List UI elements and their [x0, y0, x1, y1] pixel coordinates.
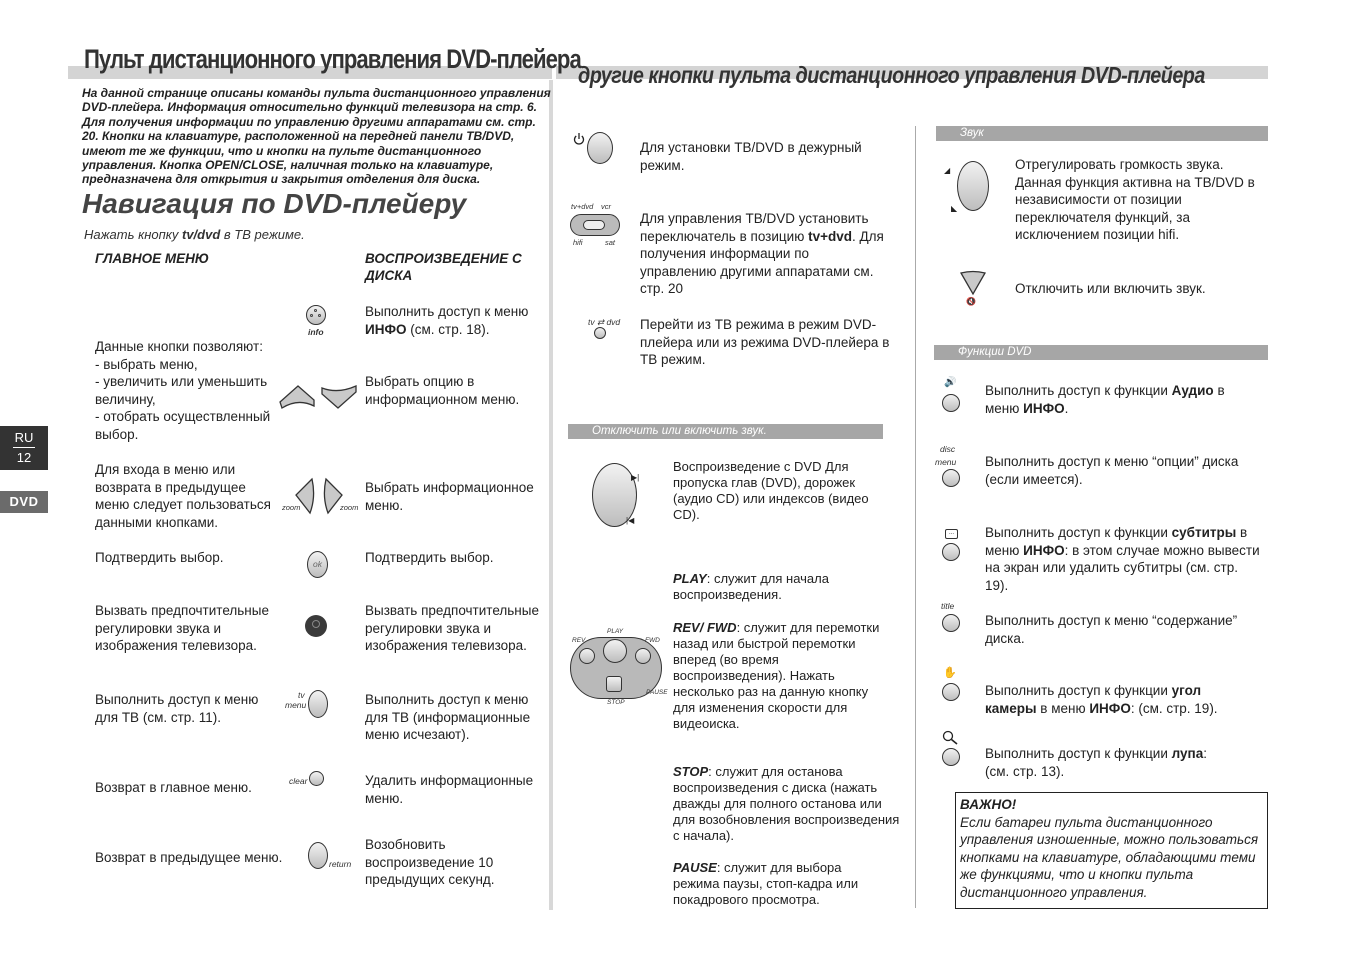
switch-label-tvdvd: tv+dvd [571, 202, 594, 211]
press-key: tv/dvd [182, 227, 221, 242]
language-page-tab [0, 426, 48, 470]
subtitles-desc: Выполнить доступ к функции субтитры в меню ИНФО: в этом случае можно вывести на экран или удалить субтитры (см. стр. 19). [985, 525, 1260, 593]
clear-playback-desc: Удалить информационные меню. [365, 773, 534, 806]
stop-label: STOP [607, 699, 625, 706]
audio-button [942, 394, 960, 412]
ok-label: ok [313, 559, 322, 569]
preferred-main-desc: Вызвать предпочтительные регулировки звука и изображения телевизора. [95, 603, 269, 653]
tvdvd-desc: Перейти из ТВ режима в режим DVD-плейера или из режима DVD-плейера в ТВ режим. [640, 317, 890, 367]
clear-label: clear [289, 776, 308, 786]
select-option-desc: Выбрать опцию в информационном меню. [365, 374, 520, 407]
return-prev-menu-desc: Возврат в предыдущее меню. [95, 850, 283, 865]
menu-buttons-desc: Данные кнопки позволяют: - выбрать меню, - увеличить или уменьшить величину, - отобрать осуществленный выбор. [95, 339, 271, 442]
audio-desc: Выполнить доступ к функции Аудио в меню ИНФО. [985, 383, 1225, 416]
return-playback-desc: Возобновить воспроизведение 10 предыдущих секунд. [365, 837, 495, 887]
fwd-label: FWD [645, 637, 660, 644]
page-title: Пульт дистанционного управления DVD-плейера [84, 44, 581, 74]
return-button [308, 842, 328, 869]
mute-section-bar: Отключить или включить звук. [568, 424, 883, 439]
sound-section-bar: Звук [936, 126, 1268, 141]
play-button [603, 639, 627, 663]
disc-label: disc [940, 444, 956, 454]
dvd-functions-bar: Функции DVD [934, 345, 1268, 360]
tv-menu-main-desc: Выполнить доступ к меню для ТВ (см. стр. 11). [95, 692, 259, 725]
switch-label-sat: sat [605, 238, 616, 247]
title-button [942, 614, 960, 632]
important-heading: ВАЖНО! [960, 797, 1017, 812]
stop-desc: STOP: служит для останова воспроизведения с диска (нажать дважды для полного останова или для возобновления воспроизведения с начала). [673, 764, 900, 843]
tvdvd-button [594, 327, 606, 339]
navigation-heading: Навигация по DVD-плейеру [82, 188, 467, 219]
disc-menu-button [942, 469, 960, 487]
subtitles-icon: ... [945, 529, 958, 539]
play-desc: PLAY: служит для начала воспроизведения. [673, 571, 829, 602]
ok-button [307, 551, 328, 578]
column-heading-playback: ВОСПРОИЗВЕДЕНИЕ С ДИСКА [365, 251, 522, 283]
volume-desc: Отрегулировать громкость звука. Данная функция активна на ТВ/DVD в независимости от позиции переключателя функций, за исключением позиции hifi. [1015, 157, 1255, 242]
press-instruction [84, 227, 305, 242]
disc-menu-desc: Выполнить доступ к меню “опции” диска (если имеется). [985, 454, 1239, 487]
rev-button [579, 648, 595, 664]
return-main-menu-desc: Возврат в главное меню. [95, 780, 252, 795]
info-icon [305, 305, 327, 337]
subtitles-button [942, 543, 960, 561]
clear-button [309, 771, 324, 786]
tv-menu-button [308, 690, 328, 718]
audio-icon: 🔊 [944, 377, 957, 388]
skip-next-icon: ▶| [631, 473, 640, 482]
press-text: Нажать кнопку [84, 227, 182, 242]
skip-prev-icon: |◀ [626, 516, 635, 525]
zoom-desc: Выполнить доступ к функции лупа: (см. стр. 13). [985, 746, 1207, 779]
angle-button [942, 683, 960, 701]
switch-label-vcr: vcr [601, 202, 611, 211]
menu-label: menu [285, 700, 307, 710]
confirm-main-desc: Подтвердить выбор. [95, 550, 224, 565]
title-label: title [941, 601, 955, 611]
vol-down-icon: ◣ [951, 204, 958, 213]
select-info-menu-desc: Выбрать информационное меню. [365, 480, 534, 513]
info-playback-desc: Выполнить доступ к меню ИНФО (см. стр. 18). [365, 304, 529, 337]
skip-desc: Воспроизведение с DVD Для пропуска глав (DVD), дорожек (аудио CD) или индексов (видео CD). [673, 459, 869, 522]
column-divider-left [549, 80, 553, 910]
important-text: Если батареи пульта дистанционного управления изношенные, можно пользоваться кнопками на клавиатуре, обладающими теми же функциями, что и кнопки пульта дистанционного управления. [960, 814, 1259, 900]
title-menu-desc: Выполнить доступ к меню “содержание” диска. [985, 613, 1238, 646]
tv-label: tv [298, 690, 305, 700]
column-heading-main-menu: ГЛАВНОЕ МЕНЮ [95, 251, 209, 266]
power-icon [573, 132, 585, 146]
camera-angle-icon: ✋ [943, 667, 957, 679]
section-tab-dvd: DVD [0, 491, 48, 513]
page-number: 12 [16, 450, 32, 465]
svg-text:🔇: 🔇 [966, 297, 976, 306]
zoom-label-left: zoom [282, 503, 301, 512]
play-label: PLAY [607, 628, 624, 635]
vol-up-icon: ◢ [944, 166, 951, 175]
switch-label-hifi: hifi [573, 238, 583, 247]
pause-label: PAUSE [646, 689, 668, 696]
tvdvd-label: tv ⇄ dvd [588, 317, 621, 327]
switch-desc: Для управления ТВ/DVD установить переключатель в позицию tv+dvd. Для получения информации по управлению другими аппаратами см. стр. 20 [640, 211, 884, 296]
info-icon-label: info [308, 327, 324, 337]
mode-switch-icon [570, 214, 620, 236]
section-title-other-buttons: другие кнопки пульта дистанционного управления DVD-плейера [578, 62, 1205, 88]
pause-desc: PAUSE: служит для выбора режима паузы, стоп-кадра или покадрового просмотра. [673, 860, 859, 907]
column-divider-right [915, 126, 916, 908]
fwd-button [635, 648, 651, 664]
tab-divider [13, 447, 35, 448]
menu-navigate-desc: Для входа в меню или возврата в предыдущее меню следует пользоваться данными кнопками. [95, 462, 271, 530]
tv-menu-playback-desc: Выполнить доступ к меню для ТВ (информационные меню исчезают). [365, 692, 531, 742]
magnifier-icon [942, 730, 960, 746]
standby-button [587, 132, 613, 164]
revfwd-desc: REV/ FWD: служит для перемотки назад или быстрой перемотки вперед (во время воспроизведения). Нажать несколько раз на данную кнопку для изменения скорости для видеоискa. [673, 620, 880, 731]
volume-button [957, 161, 989, 211]
disc-menu-label: menu [935, 457, 957, 467]
intro-paragraph: На данной странице описаны команды пульта дистанционного управления DVD-плейера. Информация относительно функций телевизора на стр. 6. Для получения информации по управлению другими аппаратами см. стр. 20. Кнопки на клавиатуре, расположенной на передней панели ТВ/DVD, имеют те же функции, что и кнопки на пульте дистанционного управления. Кнопка OPEN/CLOSE, наличная только на клавиатуре, предназначена для открытия и закрытия отделения для диска. [82, 86, 551, 187]
language-label: RU [14, 430, 34, 445]
confirm-playback-desc: Подтвердить выбор. [365, 550, 494, 565]
angle-desc: Выполнить доступ к функции угол камеры в меню ИНФО: (см. стр. 19). [985, 683, 1218, 716]
press-tail: в ТВ режиме. [220, 227, 305, 242]
rev-label: REV [572, 637, 586, 644]
zoom-label-right: zoom [340, 503, 359, 512]
important-note-box [955, 792, 1268, 909]
up-down-arrows-icon [278, 380, 360, 412]
mute-desc: Отключить или включить звук. [1015, 281, 1206, 296]
preferred-settings-icon [305, 615, 327, 637]
return-label: return [329, 859, 352, 869]
zoom-button [942, 748, 960, 766]
preferred-playback-desc: Вызвать предпочтительные регулировки звука и изображения телевизора. [365, 603, 539, 653]
mute-button-icon [959, 270, 987, 306]
standby-desc: Для установки ТВ/DVD в дежурный режим. [640, 140, 862, 173]
stop-button [606, 676, 622, 692]
